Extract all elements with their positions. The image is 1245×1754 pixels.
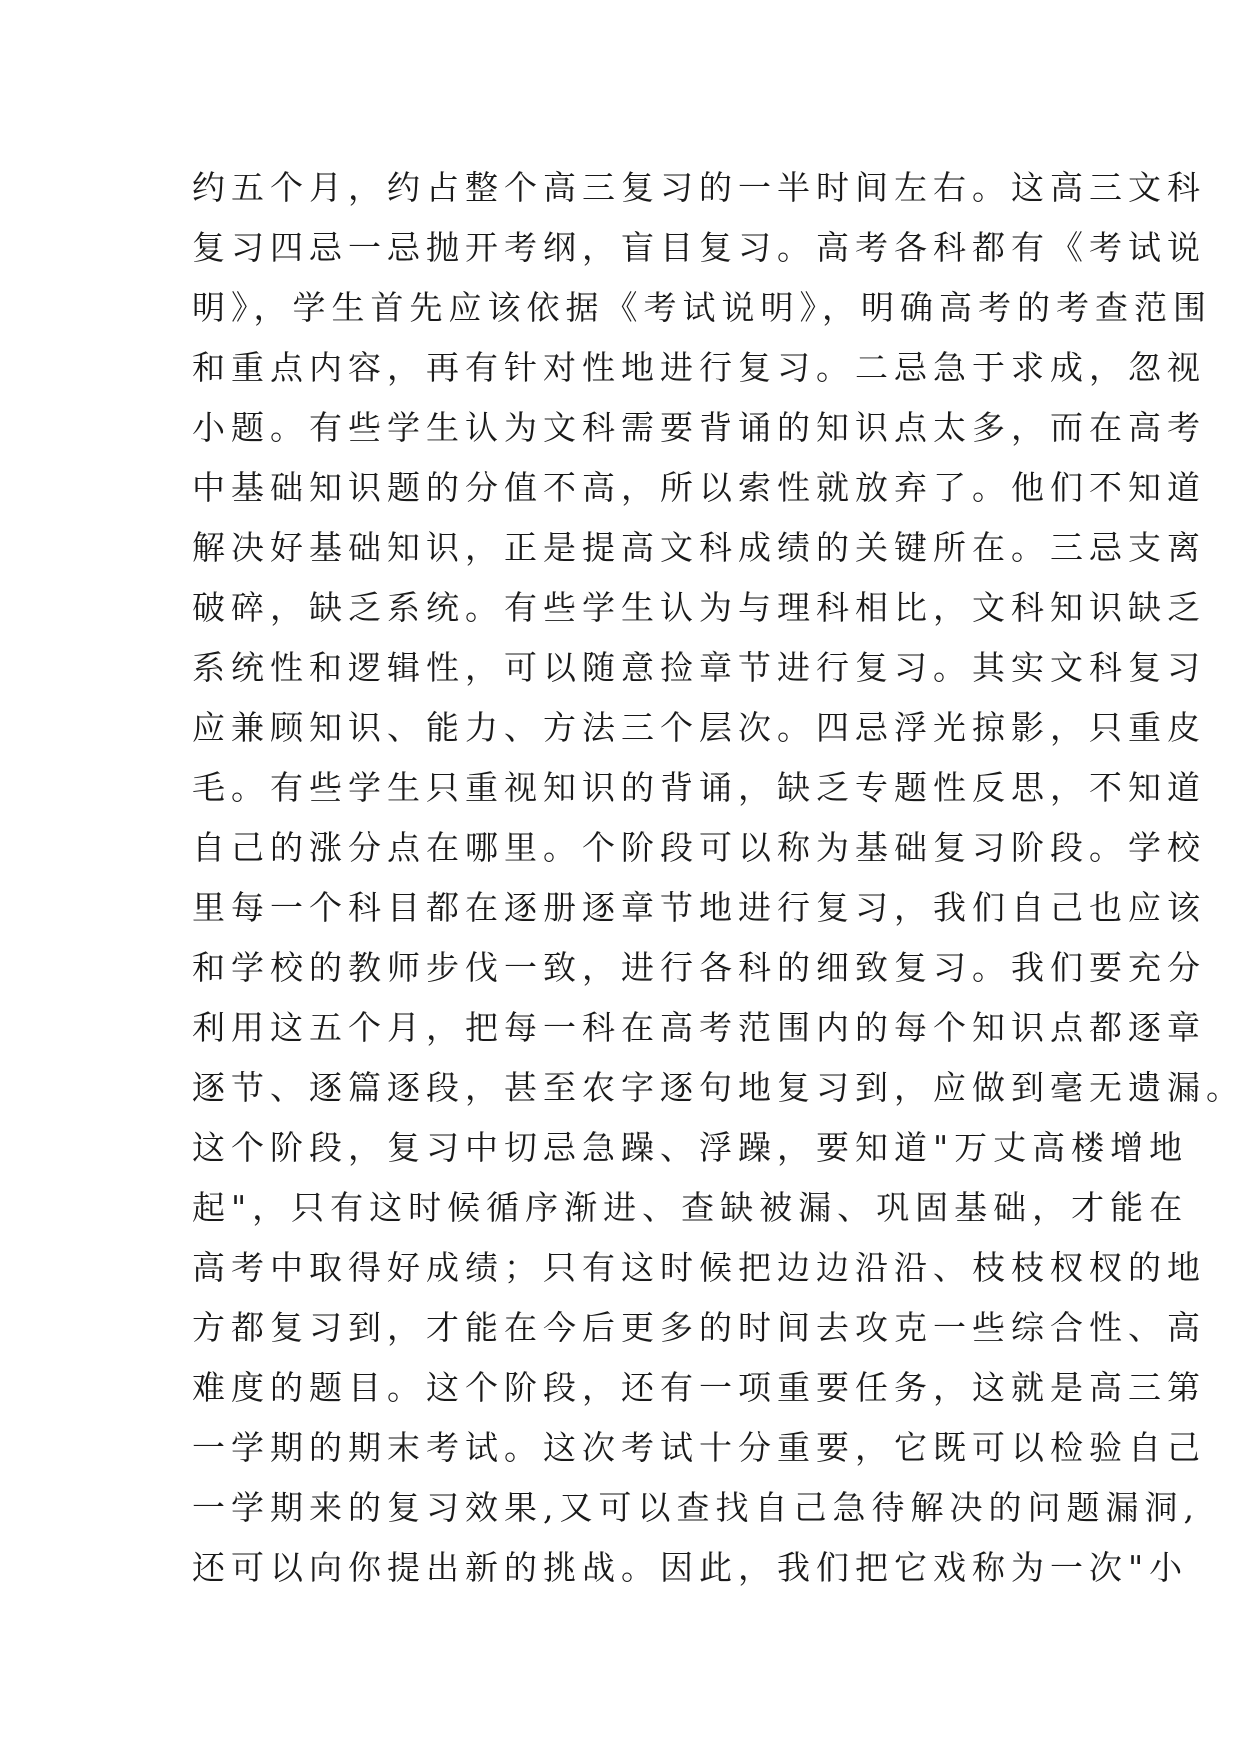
text-line: 破碎，缺乏系统。有些学生认为与理科相比，文科知识缺乏 [192, 588, 1206, 627]
text-line: 利用这五个月，把每一科在高考范围内的每个知识点都逐章 [192, 1008, 1206, 1047]
body-text [192, 158, 1245, 1598]
text-line: 明》，学生首先应该依据《考试说明》，明确高考的考查范围 [192, 288, 1212, 327]
text-line: 和重点内容，再有针对性地进行复习。二忌急于求成，忽视 [192, 348, 1206, 387]
text-line: 一学期的期末考试。这次考试十分重要，它既可以检验自己 [192, 1428, 1206, 1467]
text-line: 逐节、逐篇逐段，甚至农字逐句地复习到，应做到毫无遗漏。 [192, 1068, 1245, 1107]
text-line: 高考中取得好成绩；只有这时候把边边沿沿、枝枝杈杈的地 [192, 1248, 1206, 1287]
text-line: 这个阶段，复习中切忌急躁、浮躁，要知道"万丈高楼增地 [192, 1128, 1189, 1167]
text-line: 和学校的教师步伐一致，进行各科的细致复习。我们要充分 [192, 948, 1206, 987]
text-line: 一学期来的复习效果,又可以查找自己急待解决的问题漏洞, [192, 1488, 1200, 1527]
text-line: 约五个月，约占整个高三复习的一半时间左右。这高三文科 [192, 168, 1206, 207]
text-line: 方都复习到，才能在今后更多的时间去攻克一些综合性、高 [192, 1308, 1206, 1347]
text-line: 系统性和逻辑性，可以随意捡章节进行复习。其实文科复习 [192, 648, 1206, 687]
text-line: 毛。有些学生只重视知识的背诵，缺乏专题性反思，不知道 [192, 768, 1206, 807]
text-line: 起"，只有这时候循序渐进、查缺被漏、巩固基础，才能在 [192, 1188, 1189, 1227]
text-line: 自己的涨分点在哪里。个阶段可以称为基础复习阶段。学校 [192, 828, 1206, 867]
text-line: 应兼顾知识、能力、方法三个层次。四忌浮光掠影，只重皮 [192, 708, 1206, 747]
text-line: 小题。有些学生认为文科需要背诵的知识点太多，而在高考 [192, 408, 1206, 447]
text-line: 里每一个科目都在逐册逐章节地进行复习，我们自己也应该 [192, 888, 1206, 927]
text-line: 中基础知识题的分值不高，所以索性就放弃了。他们不知道 [192, 468, 1206, 507]
text-line: 还可以向你提出新的挑战。因此，我们把它戏称为一次"小 [192, 1548, 1189, 1587]
text-line: 解决好基础知识，正是提高文科成绩的关键所在。三忌支离 [192, 528, 1206, 567]
text-line: 难度的题目。这个阶段，还有一项重要任务，这就是高三第 [192, 1368, 1206, 1407]
text-line: 复习四忌一忌抛开考纲，盲目复习。高考各科都有《考试说 [192, 228, 1206, 267]
